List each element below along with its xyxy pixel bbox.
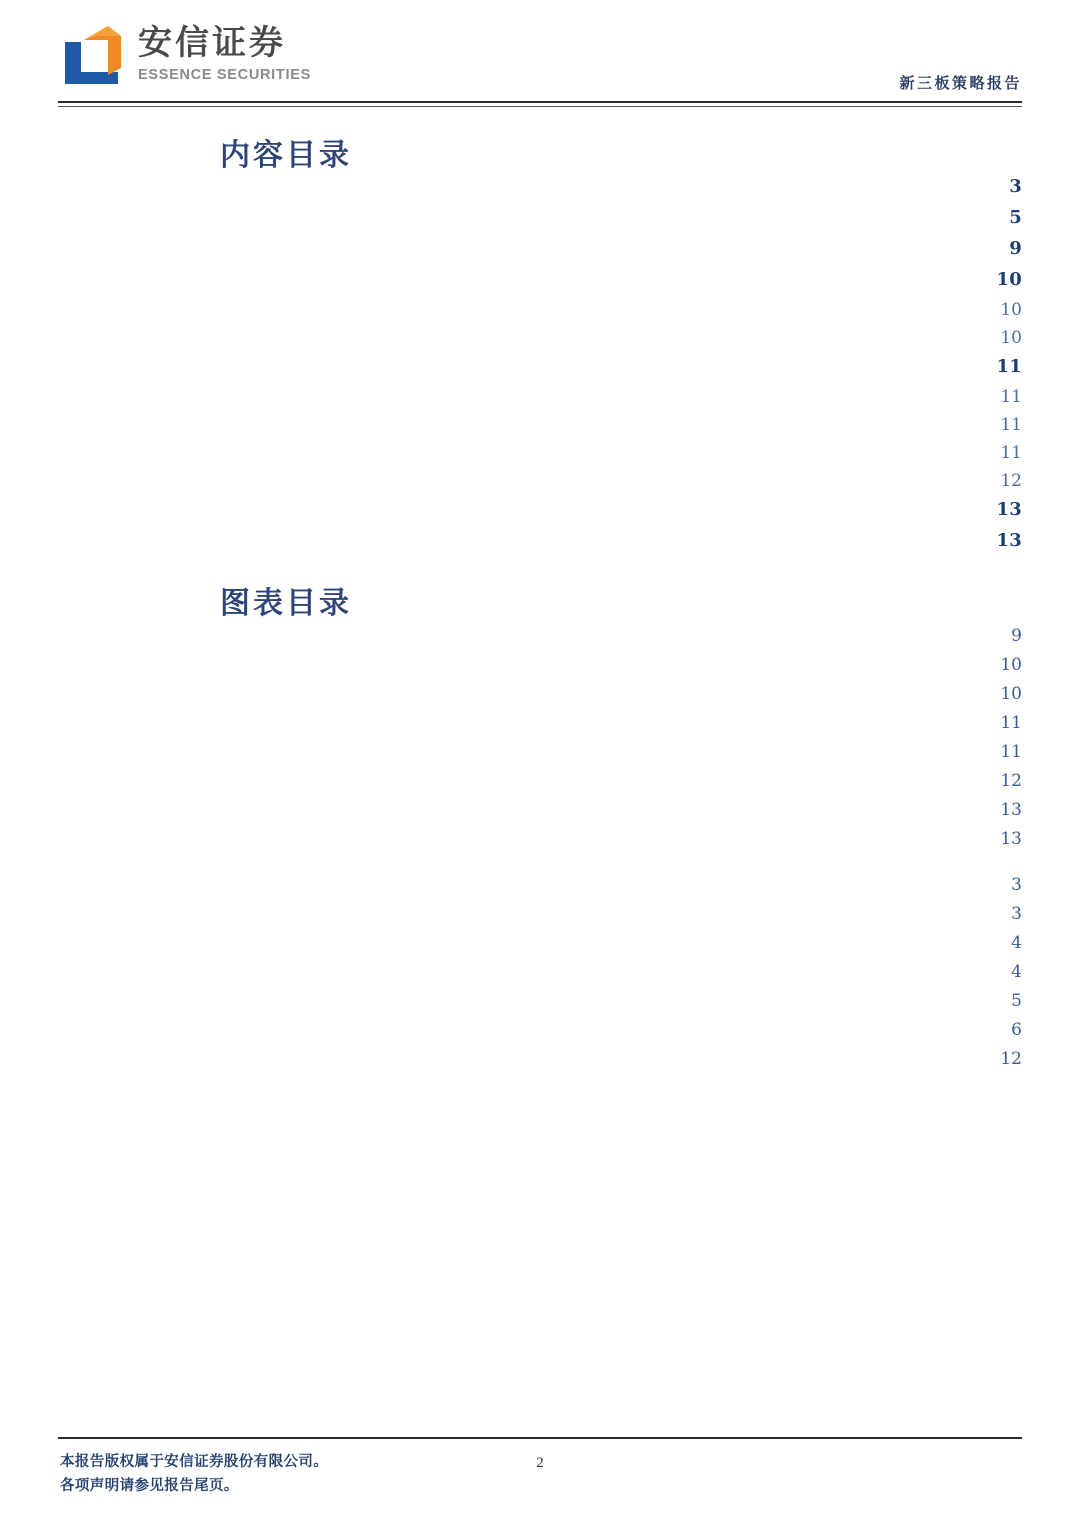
figure-entry-1[interactable] xyxy=(225,626,1022,651)
entry-page-number: 12 xyxy=(225,1049,1022,1074)
entry-page-number: 13 xyxy=(222,499,1022,524)
entry-page-number: 3 xyxy=(222,176,1022,201)
entry-page-number: 3 xyxy=(225,875,1022,900)
figure-entry-2[interactable] xyxy=(225,655,1022,680)
report-type-label: 新三板策略报告 xyxy=(899,74,1022,92)
logo-chinese-name: 安信证券 xyxy=(138,23,286,63)
page-header xyxy=(0,0,1080,108)
toc-entry-3[interactable] xyxy=(222,238,1022,263)
toc-entry-11[interactable] xyxy=(252,471,1022,496)
entry-page-number: 4 xyxy=(225,962,1022,987)
entry-page-number: 13 xyxy=(225,800,1022,825)
entry-page-number: 11 xyxy=(252,415,1022,440)
entry-page-number: 9 xyxy=(222,238,1022,263)
essence-securities-logo-icon xyxy=(62,24,124,86)
entry-page-number: 3 xyxy=(225,904,1022,929)
table-entry-5[interactable] xyxy=(225,991,1022,1016)
page-number: 2 xyxy=(536,1455,544,1471)
entry-page-number: 10 xyxy=(252,300,1022,325)
toc-entry-2[interactable] xyxy=(222,207,1022,232)
entry-page-number: 13 xyxy=(225,829,1022,854)
entry-page-number: 11 xyxy=(225,713,1022,738)
table-entry-1[interactable] xyxy=(225,875,1022,900)
entry-page-number: 11 xyxy=(222,356,1022,381)
footer-copyright-line-1: 本报告版权属于安信证券股份有限公司。 xyxy=(60,1453,329,1470)
entry-page-number: 5 xyxy=(222,207,1022,232)
toc-entry-5[interactable] xyxy=(252,300,1022,325)
toc-entry-7[interactable] xyxy=(222,356,1022,381)
toc-entry-10[interactable] xyxy=(252,443,1022,468)
toc-entry-12[interactable] xyxy=(222,499,1022,524)
toc-entry-6[interactable] xyxy=(252,328,1022,353)
entry-page-number: 11 xyxy=(225,742,1022,767)
figure-entry-4[interactable] xyxy=(225,713,1022,738)
table-entry-6[interactable] xyxy=(225,1020,1022,1045)
entry-page-number: 10 xyxy=(222,269,1022,294)
company-logo xyxy=(62,24,311,86)
footer-copyright-line-2: 各项声明请参见报告尾页。 xyxy=(60,1476,239,1494)
header-divider xyxy=(58,101,1022,103)
figure-entry-3[interactable] xyxy=(225,684,1022,709)
entry-page-number: 12 xyxy=(252,471,1022,496)
figure-entry-6[interactable] xyxy=(225,771,1022,796)
entry-page-number: 10 xyxy=(225,684,1022,709)
footer-divider xyxy=(58,1437,1022,1439)
header-divider-thin xyxy=(58,106,1022,107)
toc-entry-4[interactable] xyxy=(222,269,1022,294)
entry-page-number: 10 xyxy=(252,328,1022,353)
table-entry-2[interactable] xyxy=(225,904,1022,929)
toc-entry-1[interactable] xyxy=(222,176,1022,201)
entry-page-number: 11 xyxy=(252,443,1022,468)
logo-wordmark xyxy=(138,24,311,83)
figure-entry-7[interactable] xyxy=(225,800,1022,825)
figure-entry-5[interactable] xyxy=(225,742,1022,767)
entry-page-number: 5 xyxy=(225,991,1022,1016)
table-entry-3[interactable] xyxy=(225,933,1022,958)
logo-english-name: ESSENCE SECURITIES xyxy=(138,67,311,84)
entry-page-number: 10 xyxy=(225,655,1022,680)
figure-table-heading: 图表目录 xyxy=(220,586,352,621)
toc-entry-13[interactable] xyxy=(222,530,1022,555)
entry-page-number: 12 xyxy=(225,771,1022,796)
entry-page-number: 11 xyxy=(252,387,1022,412)
entry-page-number: 4 xyxy=(225,933,1022,958)
toc-heading: 内容目录 xyxy=(220,138,352,173)
entry-page-number: 6 xyxy=(225,1020,1022,1045)
entry-page-number: 13 xyxy=(222,530,1022,555)
toc-entry-9[interactable] xyxy=(252,415,1022,440)
table-entry-7[interactable] xyxy=(225,1049,1022,1074)
toc-entry-8[interactable] xyxy=(252,387,1022,412)
entry-page-number: 9 xyxy=(225,626,1022,651)
table-entry-4[interactable] xyxy=(225,962,1022,987)
figure-entry-8[interactable] xyxy=(225,829,1022,854)
